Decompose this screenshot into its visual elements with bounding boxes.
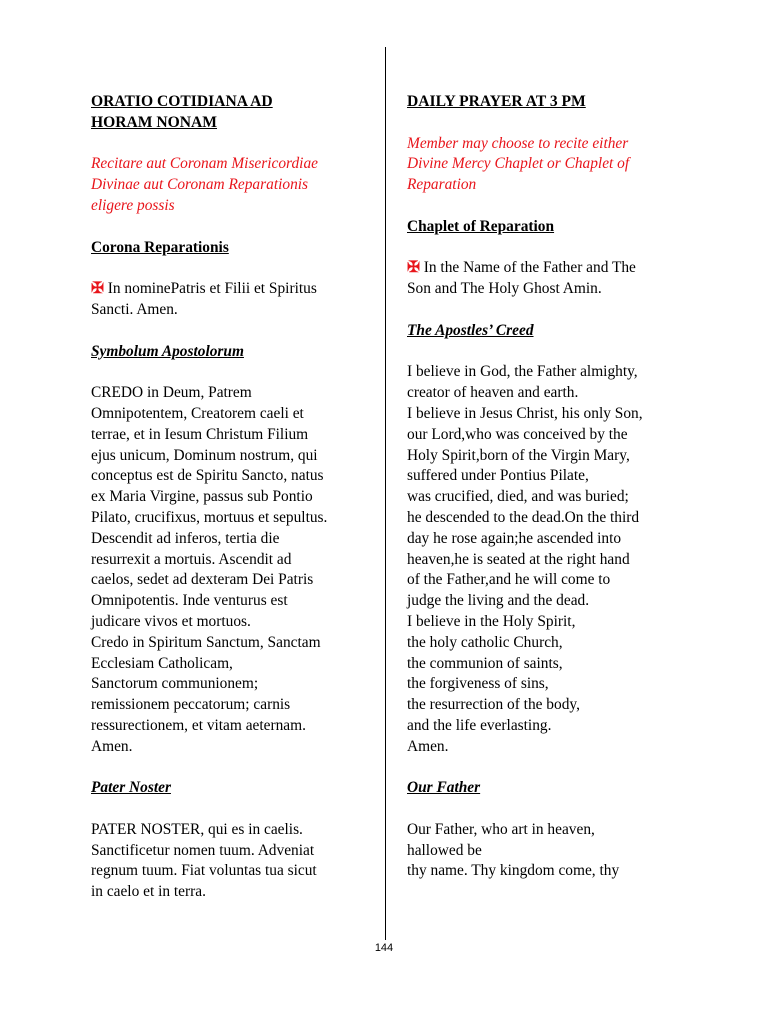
latin-creed-line: caelos, sedet ad dexteram Dei Patris xyxy=(91,571,314,589)
english-creed-line: the holy catholic Church, xyxy=(407,633,563,651)
cross-pattee-icon: ✠ xyxy=(91,280,104,298)
column-divider xyxy=(385,47,386,940)
latin-pater-line: regnum tuum. Fiat voluntas tua sicut xyxy=(91,862,317,880)
latin-instruction-line: Divinae aut Coronam Reparationis xyxy=(91,176,309,194)
latin-creed-line: ejus unicum, Dominum nostrum, qui xyxy=(91,446,318,464)
english-instruction-line: Divine Mercy Chaplet or Chaplet of xyxy=(407,155,630,173)
latin-title xyxy=(91,92,376,134)
latin-pater-line: Sanctificetur nomen tuum. Adveniat xyxy=(91,841,315,859)
english-creed-line: creator of heaven and earth. xyxy=(407,384,579,402)
english-creed-line: of the Father,and he will come to xyxy=(407,571,611,589)
english-chaplet-heading: Chaplet of Reparation xyxy=(407,217,555,235)
latin-sign-line: Sancti. Amen. xyxy=(91,300,178,318)
english-creed-line: Holy Spirit,born of the Virgin Mary, xyxy=(407,446,630,464)
english-column xyxy=(407,92,707,882)
english-creed-heading: The Apostles’ Creed xyxy=(407,321,534,339)
latin-creed-line: Pilato, crucifixus, mortuus et sepultus. xyxy=(91,508,328,526)
latin-creed-heading: Symbolum Apostolorum xyxy=(91,342,244,360)
english-instruction-line: Reparation xyxy=(407,176,477,194)
english-instruction xyxy=(407,134,707,196)
latin-creed-line: terrae, et in Iesum Christum Filium xyxy=(91,425,309,443)
latin-instruction-line: Recitare aut Coronam Misericordiae xyxy=(91,155,318,173)
english-creed-line: the resurrection of the body, xyxy=(407,696,580,714)
latin-creed-line: ex Maria Virgine, passus sub Pontio xyxy=(91,488,313,506)
latin-creed-line: CREDO in Deum, Patrem xyxy=(91,384,252,402)
latin-pater-heading: Pater Noster xyxy=(91,779,171,797)
english-creed-line: judge the living and the dead. xyxy=(407,592,590,610)
english-sign-of-cross xyxy=(407,258,707,300)
latin-creed-line: resurrexit a mortuis. Ascendit ad xyxy=(91,550,292,568)
latin-title-line: ORATIO COTIDIANA AD xyxy=(91,93,273,110)
english-sign-line: Son and The Holy Ghost Amin. xyxy=(407,280,602,298)
cross-pattee-icon: ✠ xyxy=(407,259,420,277)
latin-creed-line: remissionem peccatorum; carnis xyxy=(91,696,291,714)
latin-instruction xyxy=(91,154,376,216)
english-creed-line: he descended to the dead.On the third xyxy=(407,508,640,526)
latin-pater-line: in caelo et in terra. xyxy=(91,883,206,901)
english-creed-line: the forgiveness of sins, xyxy=(407,675,549,693)
english-creed-line: Amen. xyxy=(407,737,449,755)
latin-sign-of-cross xyxy=(91,279,376,321)
english-sign-line: In the Name of the Father and The xyxy=(423,259,636,277)
latin-creed-line: Descendit ad inferos, tertia die xyxy=(91,529,280,547)
english-creed-text xyxy=(407,362,707,757)
english-creed-line: I believe in the Holy Spirit, xyxy=(407,612,576,630)
latin-chaplet-heading: Corona Reparationis xyxy=(91,238,229,256)
latin-pater-text xyxy=(91,820,376,903)
english-pater-text xyxy=(407,820,707,882)
latin-pater-line: PATER NOSTER, qui es in caelis. xyxy=(91,820,303,838)
english-pater-line: thy name. Thy kingdom come, thy xyxy=(407,862,620,880)
english-creed-line: suffered under Pontius Pilate, xyxy=(407,467,589,485)
english-creed-line: day he rose again;he ascended into xyxy=(407,529,622,547)
latin-creed-line: Amen. xyxy=(91,737,133,755)
english-creed-line: the communion of saints, xyxy=(407,654,563,672)
english-creed-line: I believe in Jesus Christ, his only Son, xyxy=(407,404,643,422)
latin-creed-line: Sanctorum communionem; xyxy=(91,675,259,693)
latin-creed-text xyxy=(91,383,376,757)
english-creed-line: was crucified, died, and was buried; xyxy=(407,488,629,506)
english-creed-line: our Lord,who was conceived by the xyxy=(407,425,628,443)
page-number: 144 xyxy=(374,942,394,954)
english-pater-heading: Our Father xyxy=(407,779,481,797)
latin-creed-line: ressurectionem, et vitam aeternam. xyxy=(91,716,306,734)
english-title: DAILY PRAYER AT 3 PM xyxy=(407,93,586,110)
latin-creed-line: judicare vivos et mortuos. xyxy=(91,612,251,630)
latin-title-line: HORAM NONAM xyxy=(91,113,218,131)
latin-creed-line: Omnipotentis. Inde venturus est xyxy=(91,592,288,610)
latin-column xyxy=(91,92,376,903)
latin-creed-line: conceptus est de Spiritu Sancto, natus xyxy=(91,467,324,485)
english-instruction-line: Member may choose to recite either xyxy=(407,134,629,152)
english-creed-line: and the life everlasting. xyxy=(407,716,552,734)
latin-sign-line: In nominePatris et Filii et Spiritus xyxy=(107,280,317,298)
english-creed-line: I believe in God, the Father almighty, xyxy=(407,363,638,381)
latin-instruction-line: eligere possis xyxy=(91,196,175,214)
latin-creed-line: Credo in Spiritum Sanctum, Sanctam xyxy=(91,633,321,651)
latin-creed-line: Omnipotentem, Creatorem caeli et xyxy=(91,404,304,422)
latin-creed-line: Ecclesiam Catholicam, xyxy=(91,654,233,672)
english-pater-line: Our Father, who art in heaven, xyxy=(407,820,595,838)
english-creed-line: heaven,he is seated at the right hand xyxy=(407,550,630,568)
english-pater-line: hallowed be xyxy=(407,841,482,859)
